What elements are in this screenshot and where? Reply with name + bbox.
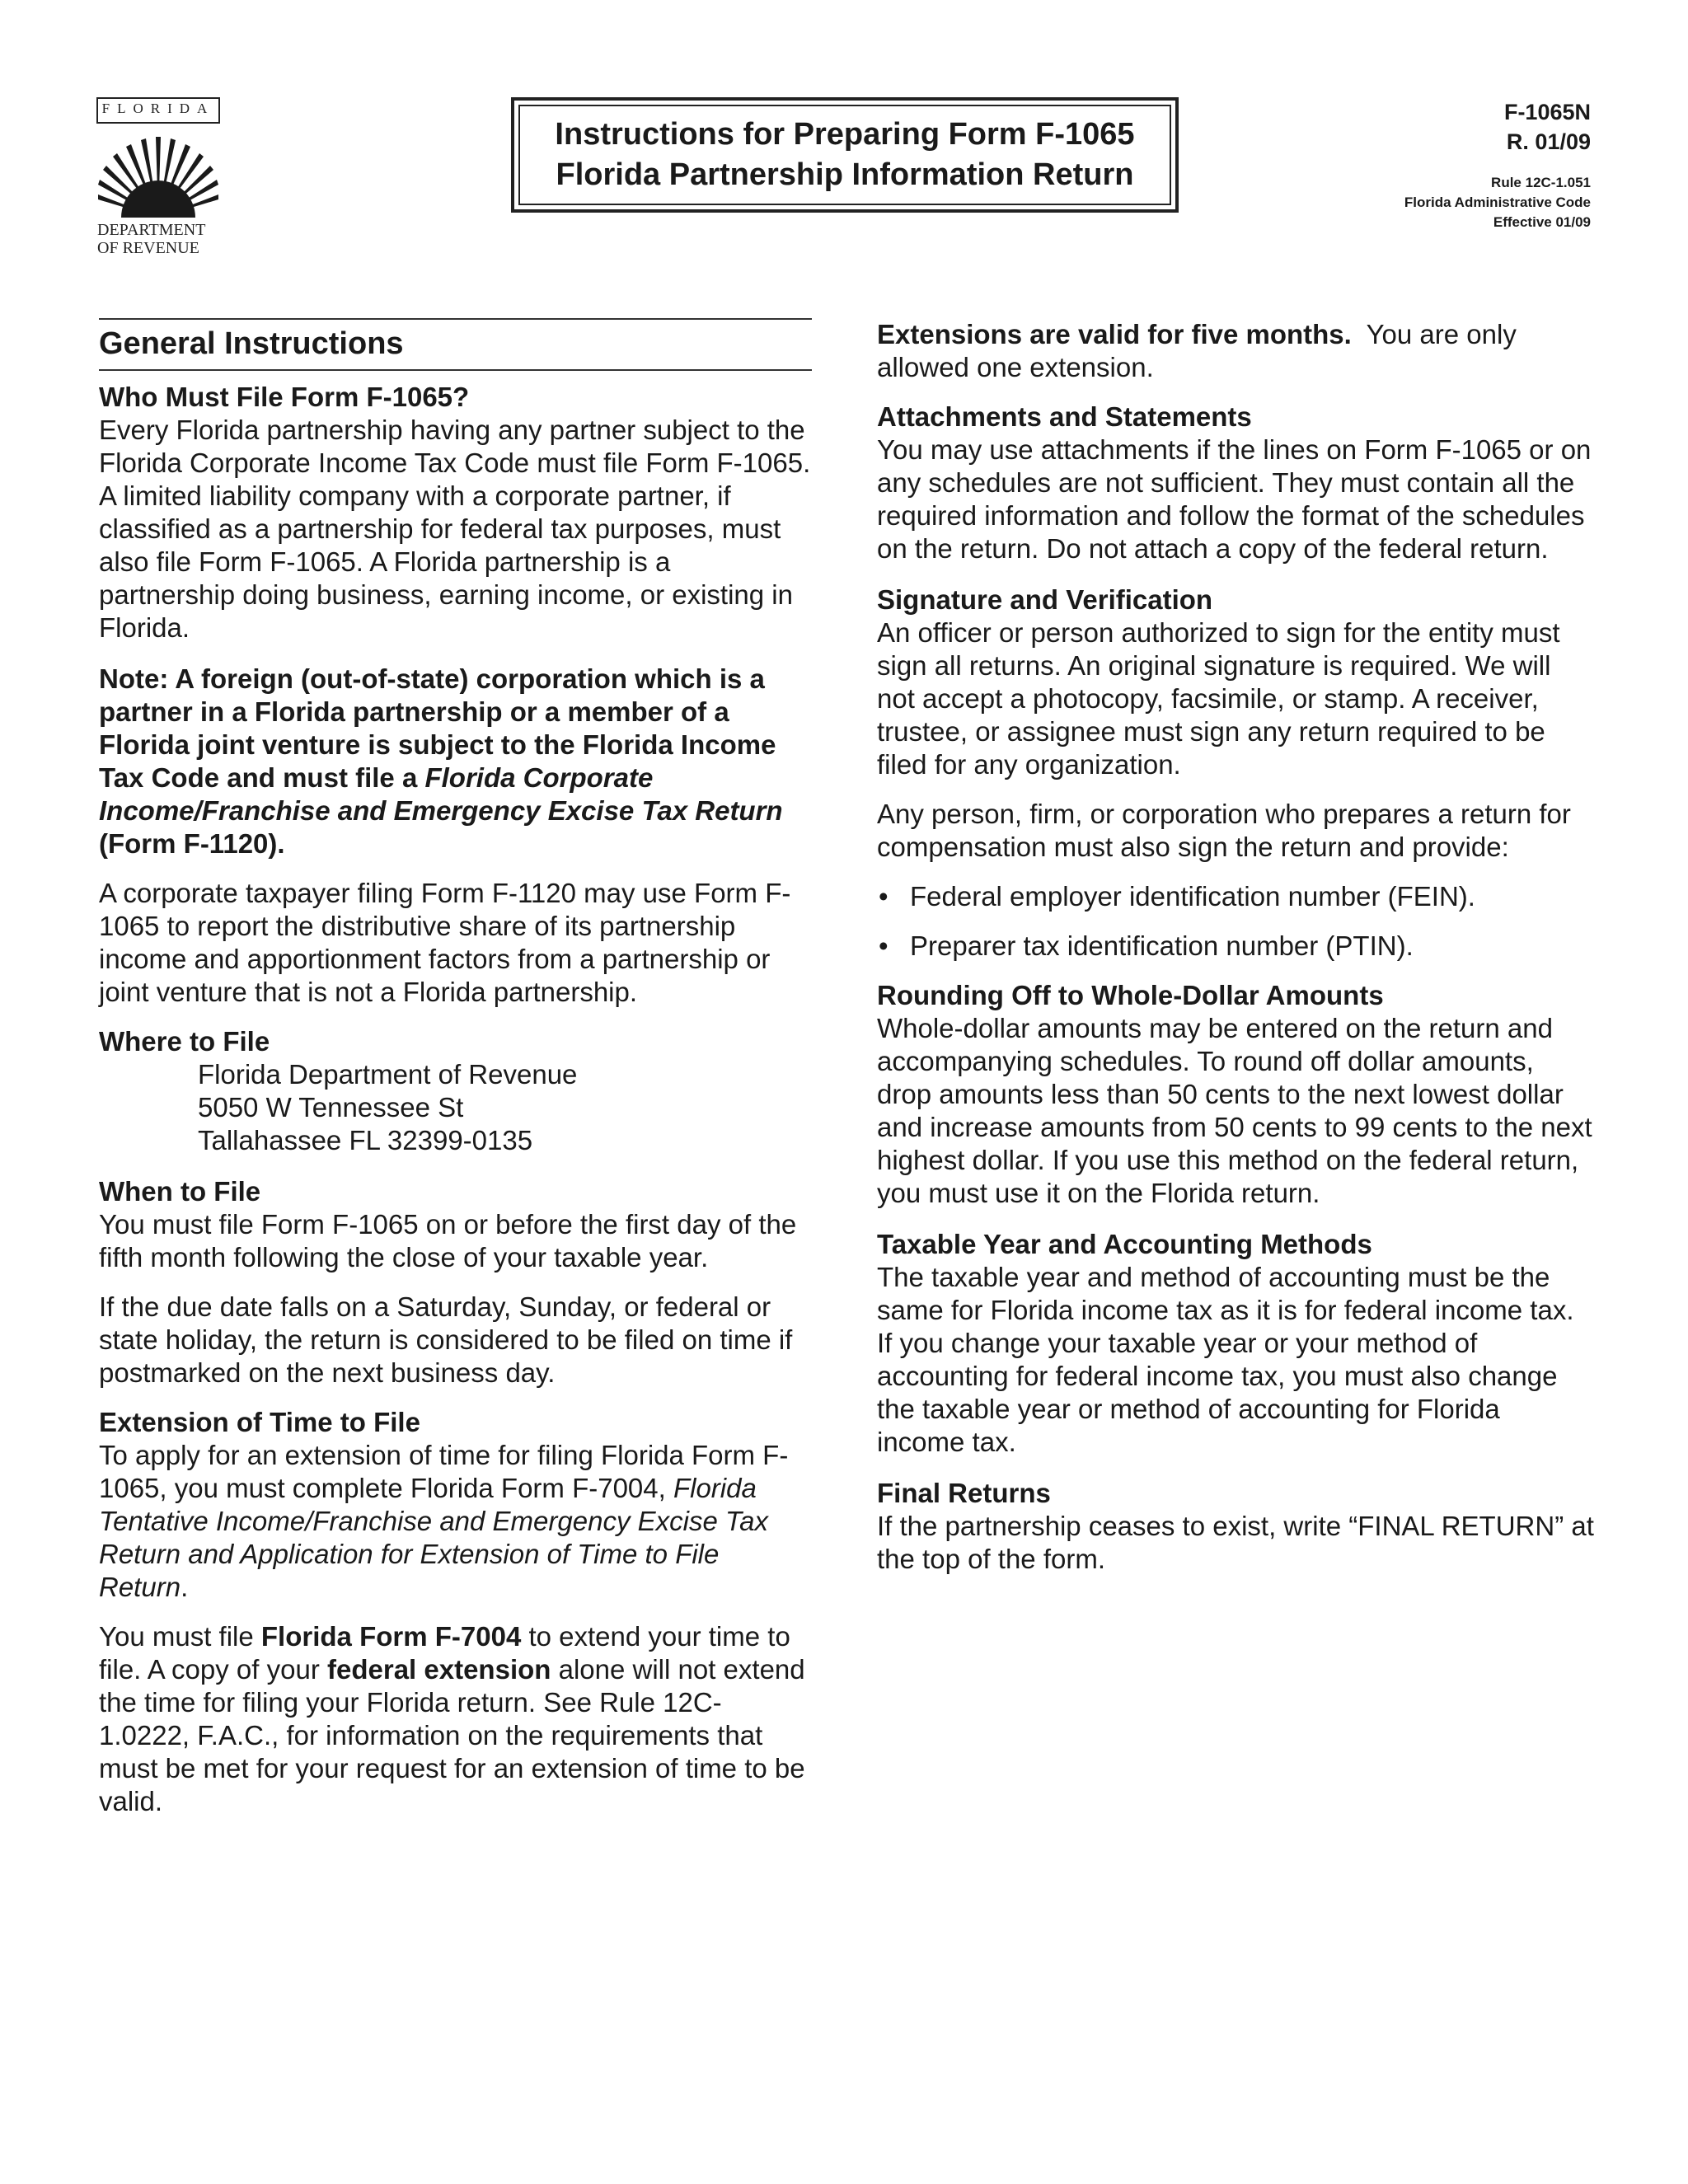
logo-bottom-line2: OF REVENUE [97, 239, 199, 257]
preparer-paragraph: Any person, firm, or corporation who prepares a return for compensation must also sign the return and provide: [877, 799, 1571, 862]
address-line-3: Tallahassee FL 32399-0135 [198, 1125, 533, 1155]
taxable-year-body: The taxable year and method of accounting must be the same for Florida income tax as it is for federal income tax. If you change your taxable year or your method of accounting for federal income tax, you must also change the taxable year or method of accounting for Florida income tax. [877, 1262, 1574, 1457]
logo-bottom-line1: DEPARTMENT [97, 221, 206, 239]
signature-title: Signature and Verification [877, 584, 1213, 615]
title-line-1: Instructions for Preparing Form F-1065 [555, 117, 1135, 152]
extensions-valid-paragraph [877, 318, 1594, 384]
admin-code: Florida Administrative Code [1404, 194, 1591, 210]
attachments-section [877, 401, 1594, 565]
final-returns-title: Final Returns [877, 1478, 1051, 1508]
extension-body-end: . [181, 1572, 189, 1602]
extension-form-title: Florida Tentative Income/Franchise and Emergency Excise Tax Return and Application for Extension of Time to File Return [99, 1473, 768, 1602]
ext-p2-f7004: Florida Form F-7004 [260, 1621, 522, 1652]
logo-top-frame [96, 97, 220, 124]
taxable-year-title: Taxable Year and Accounting Methods [877, 1229, 1372, 1259]
rounding-body: Whole-dollar amounts may be entered on the return and accompanying schedules. To round off dollar amounts, drop amounts less than 50 cents to the next lowest dollar and increase amounts from 50 cents to 99 cents to the next highest dollar. If you use this method on the federal return, you must use it on the Florida return. [877, 1013, 1592, 1208]
bullet-icon: • [879, 881, 889, 912]
note-form-title: Florida Corporate Income/Franchise and Emergency Excise Tax Return [99, 762, 783, 826]
note-text-2: (Form F-1120). [99, 828, 285, 859]
right-column [877, 318, 1594, 1594]
logo-top-text: FLORIDA [101, 101, 215, 116]
florida-dor-logo [92, 97, 224, 257]
final-returns-section [877, 1477, 1594, 1576]
title-line-2: Florida Partnership Information Return [556, 157, 1134, 192]
rounding-title: Rounding Off to Whole-Dollar Amounts [877, 980, 1384, 1010]
title-box-inner [518, 105, 1171, 205]
general-instructions-heading: General Instructions [99, 320, 812, 371]
attachments-title: Attachments and Statements [877, 401, 1252, 432]
extensions-valid-rest: You are only allowed one extension. [877, 319, 1524, 382]
attachments-body: You may use attachments if the lines on Form F-1065 or on any schedules are not sufficient. They must contain all the required information and follow the format of the schedules on the return. Do not attach a copy of the federal return. [877, 434, 1592, 564]
list-item-text: Preparer tax identification number (PTIN). [910, 930, 1414, 961]
where-to-file-section [99, 1025, 812, 1157]
when-to-file-body: You must file Form F-1065 on or before the first day of the fifth month following the close of your taxable year. [99, 1209, 797, 1272]
corporate-taxpayer-paragraph: A corporate taxpayer filing Form F-1120 may use Form F-1065 to report the distributive share of its partnership income and apportionment factors from a partnership or joint venture that is not a Florida partnership. [99, 878, 791, 1007]
final-returns-body: If the partnership ceases to exist, write “FINAL RETURN” at the top of the form. [877, 1511, 1594, 1574]
extension-body-start: To apply for an extension of time for filing Florida Form F-1065, you must complete Florida Form F-7004, [99, 1440, 789, 1503]
extension-f7004-paragraph [99, 1620, 812, 1818]
list-item [877, 930, 1594, 963]
when-to-file-section [99, 1175, 812, 1274]
who-must-file-title: Who Must File Form F-1065? [99, 382, 470, 412]
address-line-2: 5050 W Tennessee St [198, 1092, 464, 1122]
signature-section [877, 583, 1594, 781]
extension-section [99, 1406, 812, 1604]
rule-number: Rule 12C-1.051 [1491, 175, 1591, 190]
rounding-section [877, 979, 1594, 1210]
who-must-file-section [99, 381, 812, 644]
foreign-corporation-note [99, 663, 812, 860]
sunburst-icon [98, 127, 218, 218]
extension-body [99, 1439, 812, 1604]
ext-p2-federal-extension: federal extension [327, 1654, 551, 1685]
ext-p2-e: alone will not extend the time for filing your Florida return. See Rule 12C-1.0222, F.A.C., for information on the requirements that must be met for your request for an extension of time to be valid. [99, 1654, 805, 1816]
list-item-text: Federal employer identification number (FEIN). [910, 881, 1475, 912]
logo-department-text [92, 221, 224, 257]
effective-date: Effective 01/09 [1493, 214, 1591, 230]
where-to-file-title: Where to File [99, 1026, 270, 1057]
address-line-1: Florida Department of Revenue [198, 1059, 578, 1090]
taxable-year-section [877, 1228, 1594, 1459]
form-revision: R. 01/09 [1506, 129, 1591, 154]
ext-p2-a: You must file [99, 1621, 261, 1652]
ext-p2-c: to extend your time to file. A copy of your [99, 1621, 790, 1685]
extensions-valid-bold: Extensions are valid for five months. [877, 319, 1352, 349]
title-box [511, 97, 1179, 213]
when-to-file-title: When to File [99, 1176, 261, 1207]
form-identifier [1404, 97, 1591, 232]
holiday-paragraph: If the due date falls on a Saturday, Sunday, or federal or state holiday, the return is considered to be filed on time if postmarked on the next business day. [99, 1291, 793, 1388]
bullet-icon: • [879, 930, 889, 961]
list-item [877, 880, 1594, 913]
left-column [99, 318, 812, 1835]
who-must-file-body: Every Florida partnership having any partner subject to the Florida Corporate Income Tax Code must file Form F-1065. A limited liability company with a corporate partner, if classified as a partnership for federal tax purposes, must also file Form F-1065. A Florida partnership is a partnership doing business, earning income, or existing in Florida. [99, 415, 811, 643]
note-text-1: Note: A foreign (out-of-state) corporation which is a partner in a Florida partnership or a member of a Florida joint venture is subject to the Florida Income Tax Code and must file a [99, 663, 776, 793]
form-number: F-1065N [1503, 100, 1591, 124]
extension-title: Extension of Time to File [99, 1407, 420, 1437]
preparer-requirements-list [877, 880, 1594, 963]
signature-body: An officer or person authorized to sign for the entity must sign all returns. An original signature is required. We will not accept a photocopy, facsimile, or stamp. A receiver, trustee, or assignee must sign any return required to be filed for any organization. [877, 617, 1560, 780]
